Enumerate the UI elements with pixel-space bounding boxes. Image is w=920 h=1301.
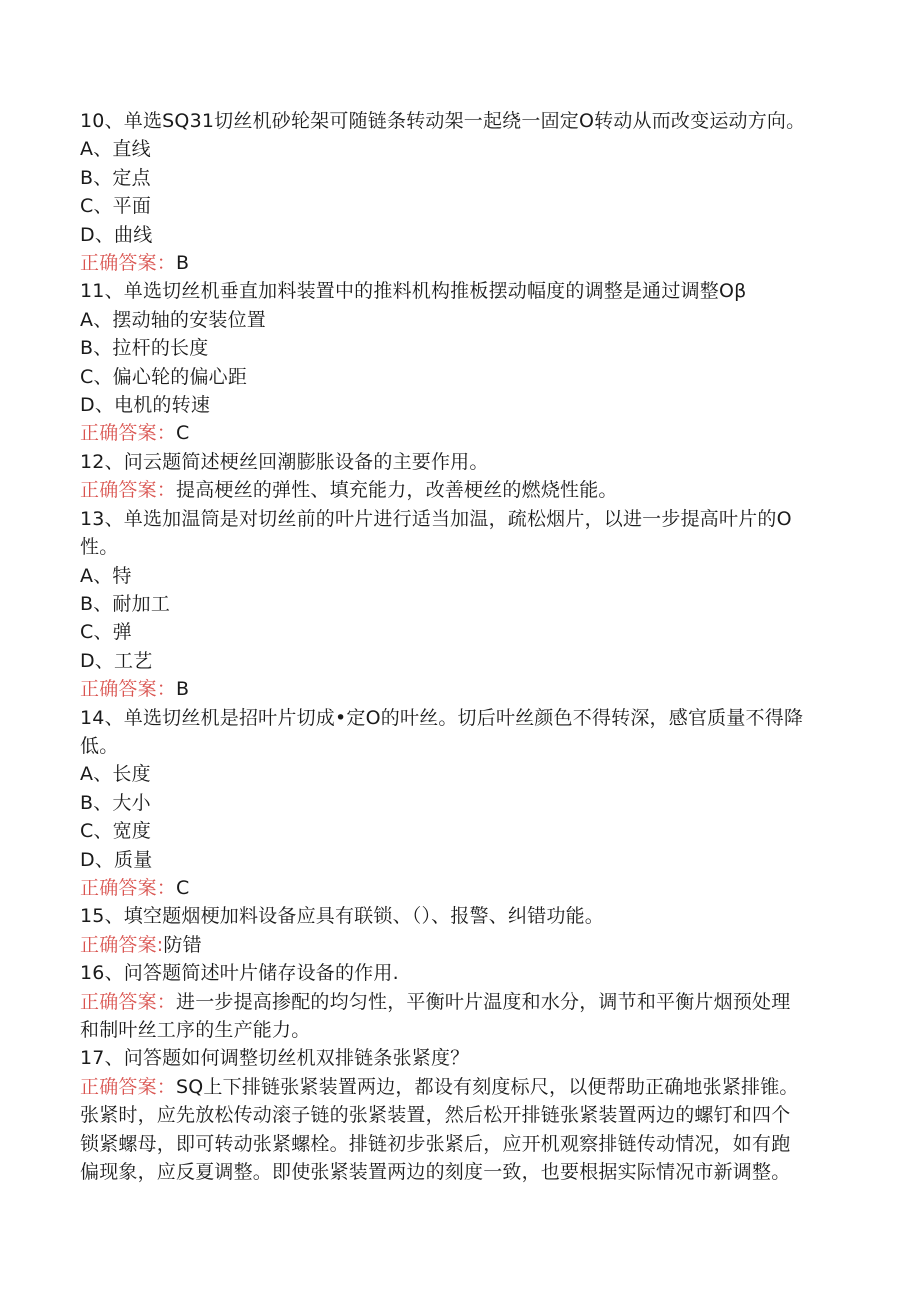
option: C、偏心轮的偏心距 xyxy=(80,365,248,388)
option: B、大小 xyxy=(80,791,151,814)
answer-value: 防错 xyxy=(163,933,202,956)
answer-value: SQ上下排链张紧装置两边，都设有刻度标尺，以便帮助正确地张紧排锥。 xyxy=(176,1075,799,1098)
question-stem: 12、问云题简述梗丝回潮膨胀设备的主要作用。 xyxy=(80,450,489,473)
document-page xyxy=(80,107,840,1186)
answer-row xyxy=(80,931,840,959)
answer-label: 正确答案： xyxy=(80,422,177,445)
answer-cont: 和制叶丝工序的生产能力。 xyxy=(80,1019,311,1041)
answer-value: 进一步提高掺配的均匀性，平衡叶片温度和水分，调节和平衡片烟预处理 xyxy=(176,990,791,1013)
question-stem: 16、问答题简述叶片储存设备的作用. xyxy=(80,962,399,985)
answer-value: B xyxy=(176,678,190,701)
option: A、特 xyxy=(80,564,132,587)
answer-row xyxy=(80,675,840,703)
answer-row xyxy=(80,874,840,902)
answer-label: 正确答案： xyxy=(80,1075,177,1098)
question-stem-cont: 性。 xyxy=(80,536,119,559)
option: B、拉杆的长度 xyxy=(80,337,209,360)
answer-value: B xyxy=(176,252,190,275)
answer-value: 提高梗丝的弹性、填充能力，改善梗丝的燃烧性能。 xyxy=(176,479,618,502)
question-stem: 11、单选切丝机垂直加料装置中的推料机构推板摆动幅度的调整是通过调整Oβ xyxy=(80,280,747,303)
option: C、宽度 xyxy=(80,820,152,843)
option: B、定点 xyxy=(80,166,151,189)
question-stem: 17、问答题如何调整切丝机双排链条张紧度？ xyxy=(80,1047,470,1070)
answer-row xyxy=(80,249,840,277)
option: A、长度 xyxy=(80,763,151,786)
option: A、直线 xyxy=(80,138,151,161)
option: D、工艺 xyxy=(80,649,153,672)
answer-row xyxy=(80,1073,840,1101)
option: B、耐加工 xyxy=(80,592,171,615)
option: D、电机的转速 xyxy=(80,394,211,417)
option: C、弹 xyxy=(80,621,132,644)
answer-label: 正确答案： xyxy=(80,678,177,701)
answer-value: C xyxy=(176,422,190,445)
answer-label: 正确答案： xyxy=(80,876,177,899)
question-stem: 14、单选切丝机是招叶片切成•定O的叶丝。切后叶丝颜色不得转深，感官质量不得降 xyxy=(80,706,804,729)
answer-label: 正确答案: xyxy=(80,933,164,956)
answer-label: 正确答案： xyxy=(80,990,177,1013)
question-stem-cont: 低。 xyxy=(80,734,119,757)
answer-row xyxy=(80,988,840,1016)
option: D、质量 xyxy=(80,848,153,871)
question-stem: 13、单选加温筒是对切丝前的叶片进行适当加温，疏松烟片，以进一步提高叶片的O xyxy=(80,507,792,530)
answer-label: 正确答案： xyxy=(80,252,177,275)
answer-cont: 锁紧螺母，即可转动张紧螺栓。排链初步张紧后，应开机观察排链传动情况，如有跑 xyxy=(80,1132,791,1155)
answer-row xyxy=(80,419,840,447)
question-stem: 15、填空题烟梗加料设备应具有联锁、（）、报警、纠错功能。 xyxy=(80,905,604,928)
option: A、摆动轴的安装位置 xyxy=(80,308,266,331)
answer-row xyxy=(80,476,840,504)
answer-label: 正确答案： xyxy=(80,479,177,502)
option: C、平面 xyxy=(80,195,152,218)
answer-cont: 张紧时，应先放松传动滚子链的张紧装置，然后松开排链张紧装置两边的螺钉和四个 xyxy=(80,1104,791,1127)
option: D、曲线 xyxy=(80,223,153,246)
answer-value: C xyxy=(176,876,190,899)
question-stem: 10、单选SQ31切丝机砂轮架可随链条转动架一起绕一固定O转动从而改变运动方向。 xyxy=(80,110,806,132)
answer-cont: 偏现象，应反夏调整。即使张紧装置两边的刻度一致，也要根据实际情况市新调整。 xyxy=(80,1161,791,1184)
